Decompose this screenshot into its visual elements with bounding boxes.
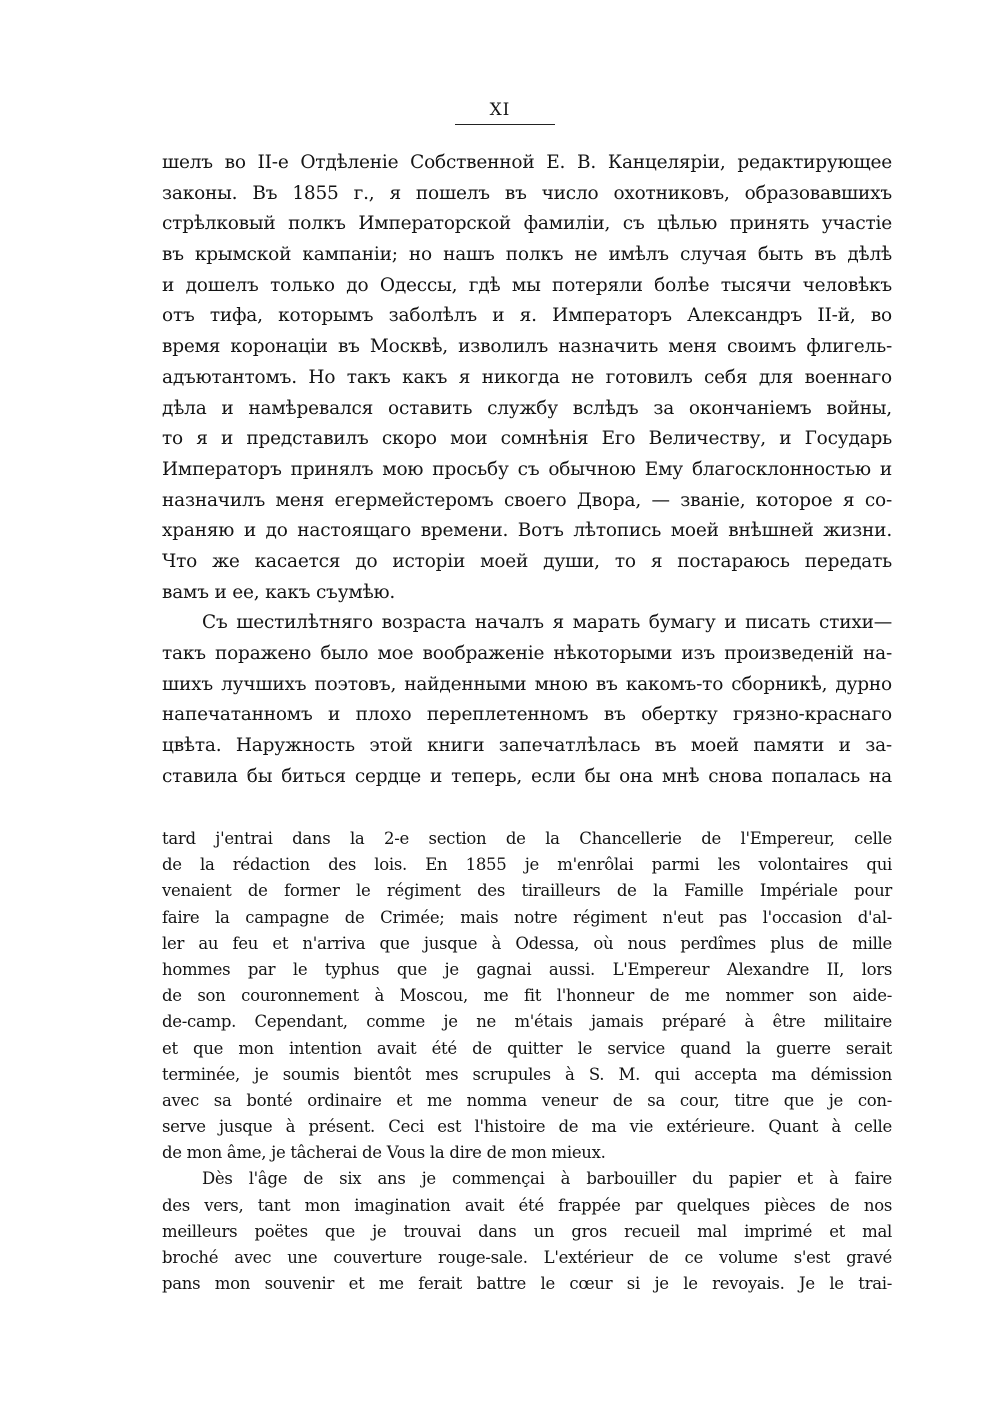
page-number: XI: [489, 100, 511, 120]
french-text-line: hommes par le typhus que je gagnai aussi. L'Empereur Alexandre II, lors: [162, 959, 892, 979]
russian-text-line: цвѣта. Наружность этой книги запечатлѣлась въ моей памяти и за-: [162, 735, 892, 757]
russian-text-line: напечатанномъ и плохо переплетенномъ въ обертку грязно-краснаго: [162, 704, 892, 726]
russian-text-line: храняю и до настоящаго времени. Вотъ лѣтопись моей внѣшней жизни.: [162, 520, 892, 542]
russian-text-line: вамъ и ее, какъ съумѣю.: [162, 581, 396, 603]
french-text-block: [162, 826, 892, 1297]
french-text-line: des vers, tant mon imagination avait été frappée par quelques pièces de nos: [162, 1195, 892, 1215]
french-text-line: de-camp. Cependant, comme je ne m'étais jamais préparé à être militaire: [162, 1012, 892, 1032]
french-text-line: de la rédaction des lois. En 1855 je m'enrôlai parmi les volontaires qui: [162, 855, 892, 875]
russian-text-line: время коронаціи въ Москвѣ, изволилъ назначить меня своимъ флигель-: [162, 336, 892, 358]
french-text-line: broché avec une couverture rouge-sale. L'extérieur de ce volume s'est gravé: [162, 1248, 892, 1267]
french-text-line: meilleurs poëtes que je trouvai dans un gros recueil mal imprimé et mal: [162, 1221, 892, 1241]
french-text-line: terminée, je soumis bientôt mes scrupules à S. M. qui accepta ma démission: [162, 1064, 892, 1084]
russian-text-line: и дошелъ только до Одессы, гдѣ мы потеряли болѣе тысячи человѣкъ: [162, 274, 892, 296]
russian-text-line: отъ тифа, которымъ заболѣлъ и я. Императоръ Александръ II-й, во: [162, 305, 892, 327]
header-rule: [455, 124, 555, 125]
french-text-line: de son couronnement à Moscou, me fit l'honneur de me nommer son aide-: [162, 986, 892, 1006]
french-text-line: faire la campagne de Crimée; mais notre régiment n'eut pas l'occasion d'al-: [162, 907, 892, 927]
french-text-line: de mon âme, je tâcherai de Vous la dire de mon mieux.: [162, 1143, 606, 1163]
russian-text-line: то я и представилъ скоро мои сомнѣнія Его Величеству, и Государь: [162, 428, 892, 450]
french-text-line: serve jusque à présent. Ceci est l'histoire de ma vie extérieure. Quant à celle: [162, 1117, 892, 1137]
russian-text-line: Что же касается до исторіи моей души, то я постараюсь передать: [162, 550, 892, 572]
russian-text-line: шихъ лучшихъ поэтовъ, найденными мною въ какомъ-то сборникѣ, дурно: [162, 673, 892, 695]
french-text-line: Dès l'âge de six ans je commençai à barbouiller du papier et à faire: [202, 1169, 892, 1189]
russian-text-line: дѣла и намѣревался оставить службу вслѣдъ за окончаніемъ войны,: [162, 397, 892, 419]
russian-text-line: Съ шестилѣтняго возраста началъ я марать бумагу и писать стихи—: [202, 612, 892, 634]
russian-text-line: адъютантомъ. Но такъ какъ я никогда не готовилъ себя для военнаго: [162, 366, 892, 388]
russian-text-line: законы. Въ 1855 г., я пошелъ въ число охотниковъ, образовавшихъ: [162, 182, 892, 204]
russian-text-line: Императоръ принялъ мою просьбу съ обычною Ему благосклонностью и: [162, 458, 892, 480]
russian-text-line: въ крымской кампаніи; но нашъ полкъ не имѣлъ случая быть въ дѣлѣ: [162, 244, 892, 266]
french-text-line: avec sa bonté ordinaire et me nomma veneur de sa cour, titre que je con-: [162, 1090, 892, 1110]
french-text-line: et que mon intention avait été de quitter le service quand la guerre serait: [162, 1038, 892, 1058]
russian-text-line: ставила бы биться сердце и теперь, если бы она мнѣ снова попалась на: [162, 765, 892, 787]
russian-text-line: стрѣлковый полкъ Императорской фамиліи, съ цѣлью принять участіе: [162, 213, 892, 235]
russian-text-line: такъ поражено было мое воображеніе нѣкоторыми изъ произведеній на-: [162, 643, 892, 664]
french-text-line: venaient de former le régiment des tirailleurs de la Famille Impériale pour: [162, 881, 892, 901]
french-text-line: tard j'entrai dans la 2-e section de la Chancellerie de l'Empereur, celle: [162, 829, 892, 848]
russian-text-block: [162, 148, 892, 792]
russian-text-line: шелъ во II-е Отдѣленіе Собственной Е. В. Канцеляріи, редактирующее: [162, 152, 892, 173]
russian-text-line: назначилъ меня егермейстеромъ своего Двора, — званіе, которое я со-: [162, 489, 892, 511]
french-text-line: ler au feu et n'arriva que jusque à Odessa, où nous perdîmes plus de mille: [162, 933, 892, 953]
french-text-line: pans mon souvenir et me ferait battre le cœur si je le revoyais. Je le trai-: [162, 1274, 892, 1294]
